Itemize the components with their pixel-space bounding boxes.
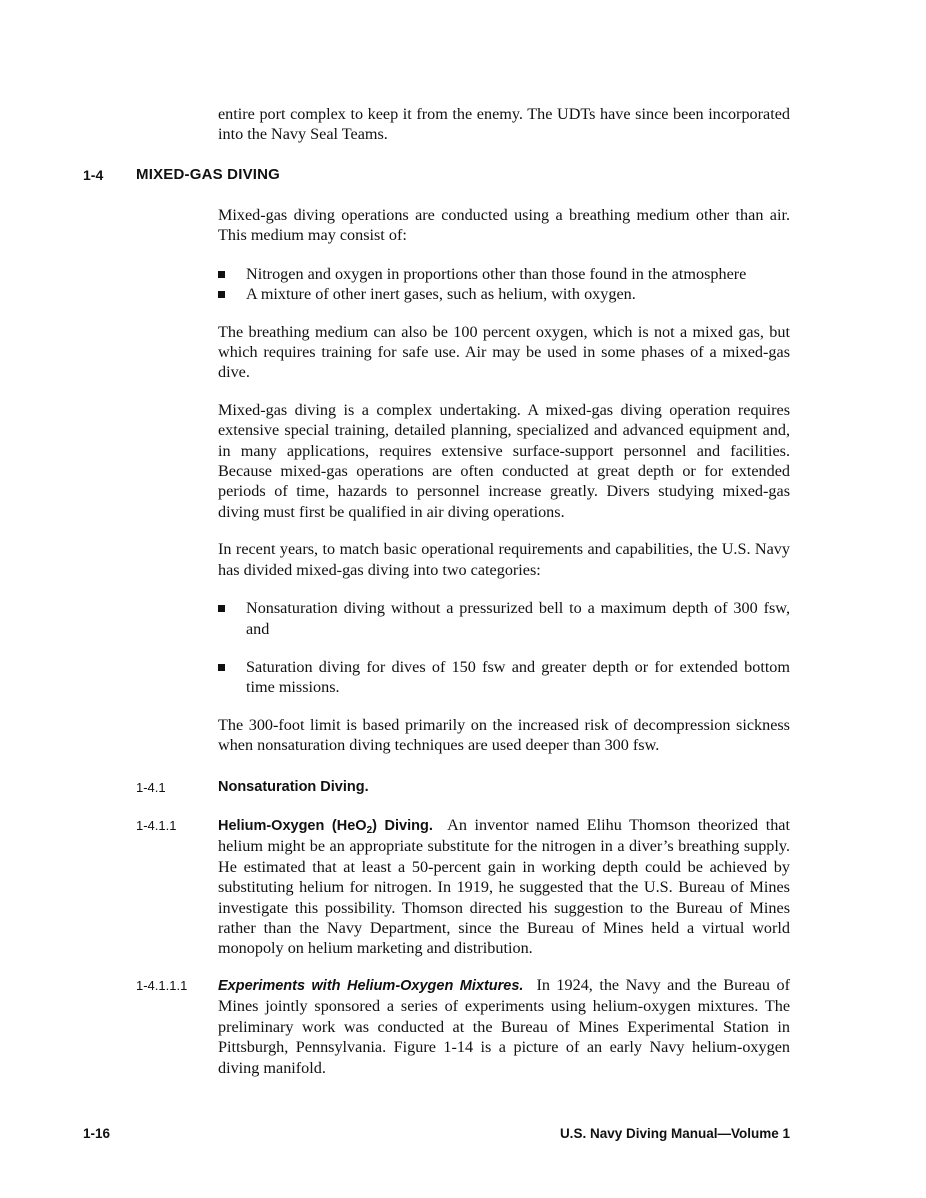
intro-paragraph: entire port complex to keep it from the enemy. The UDTs have since been incorporated into the Navy Seal Teams.: [218, 105, 790, 144]
intro-paragraph-block: [218, 104, 790, 145]
paragraph-mixed-gas-intro: Mixed-gas diving operations are conducted using a breathing medium other than air. This medium may consist of:: [218, 206, 790, 245]
footer-manual-title: U.S. Navy Diving Manual—Volume 1: [559, 1126, 790, 1141]
helium-oxygen-text: An inventor named Elihu Thomson theorized that helium might be an appropriate substitute for the nitrogen in a diver’s breathing supply. He estimated that at least a 50-percent gain in working depth could be achieved by substituting helium for nitrogen. In 1919, he suggested that the U.S. Bureau of Mines investigate this possibility. Thomson directed his suggestion to the Bureau of Mines rather than the Navy Department, since the Bureau of Mines held a virtual world monopoly on helium marketing and distribution.: [218, 816, 790, 958]
list-item: A mixture of other inert gases, such as helium, with oxygen.: [218, 284, 790, 304]
run-in-heading-helium-oxygen: Helium-Oxygen (HeO$_2$) Diving.: [218, 818, 433, 836]
subsection-1-4-1-1: [218, 815, 790, 959]
subsection-1-4-1-1-1: [218, 975, 790, 1078]
subsection-number-1-4-1: 1-4.1: [136, 780, 166, 795]
list-item: Nitrogen and oxygen in proportions other than those found in the atmosphere: [218, 264, 790, 284]
bullet-square-icon: [218, 664, 225, 671]
bullet-list-categories: [218, 598, 790, 698]
subsection-heading-1-4-1: [218, 778, 790, 796]
bullet-square-icon: [218, 605, 225, 612]
bullet-square-icon: [218, 271, 225, 278]
section-title: MIXED-GAS DIVING: [136, 166, 281, 183]
paragraph-complex-undertaking: Mixed-gas diving is a complex undertaking. A mixed-gas diving operation requires extensive special training, detailed planning, specialized and advanced equipment and, in many applications, requires extensive surface-support personnel and facilities. Because mixed-gas operations are often conducted at great depth or for extended periods of time, hazards to personnel increase greatly. Divers studying mixed-gas diving must first be qualified in air diving operations.: [218, 400, 790, 521]
paragraph-categories: In recent years, to match basic operational requirements and capabilities, the U.S. Navy has divided mixed-gas diving into two categories:: [218, 540, 790, 579]
subsection-number-1-4-1-1: 1-4.1.1: [136, 818, 177, 833]
section-number: 1-4: [83, 167, 104, 183]
list-item: Nonsaturation diving without a pressurized bell to a maximum depth of 300 fsw, and: [218, 598, 790, 639]
footer-page-number: 1-16: [83, 1126, 111, 1141]
section-body: [218, 205, 790, 756]
run-in-heading-experiments: Experiments with Helium-Oxygen Mixtures.: [218, 978, 524, 994]
paragraph-300-foot-limit: The 300-foot limit is based primarily on the increased risk of decompression sickness when nonsaturation diving techniques are used deeper than 300 fsw.: [218, 715, 790, 755]
bullet-square-icon: [218, 291, 225, 298]
paragraph-oxygen-medium: The breathing medium can also be 100 percent oxygen, which is not a mixed gas, but which requires training for safe use. Air may be used in some phases of a mixed-gas dive.: [218, 322, 790, 382]
bullet-list-gas-mixtures: [218, 264, 790, 305]
subsection-title: Nonsaturation Diving.: [218, 779, 369, 795]
experiments-text: In 1924, the Navy and the Bureau of Mines jointly sponsored a series of experiments using helium-oxygen mixtures. The preliminary work was conducted at the Bureau of Mines Experimental Station in Pittsburgh, Pennsylvania. Figure 1-14 is a picture of an early Navy helium-oxygen diving manifold.: [218, 976, 791, 1077]
subsection-number-1-4-1-1-1: 1-4.1.1.1: [136, 978, 188, 993]
list-item: Saturation diving for dives of 150 fsw and greater depth or for extended bottom time missions.: [218, 657, 790, 698]
